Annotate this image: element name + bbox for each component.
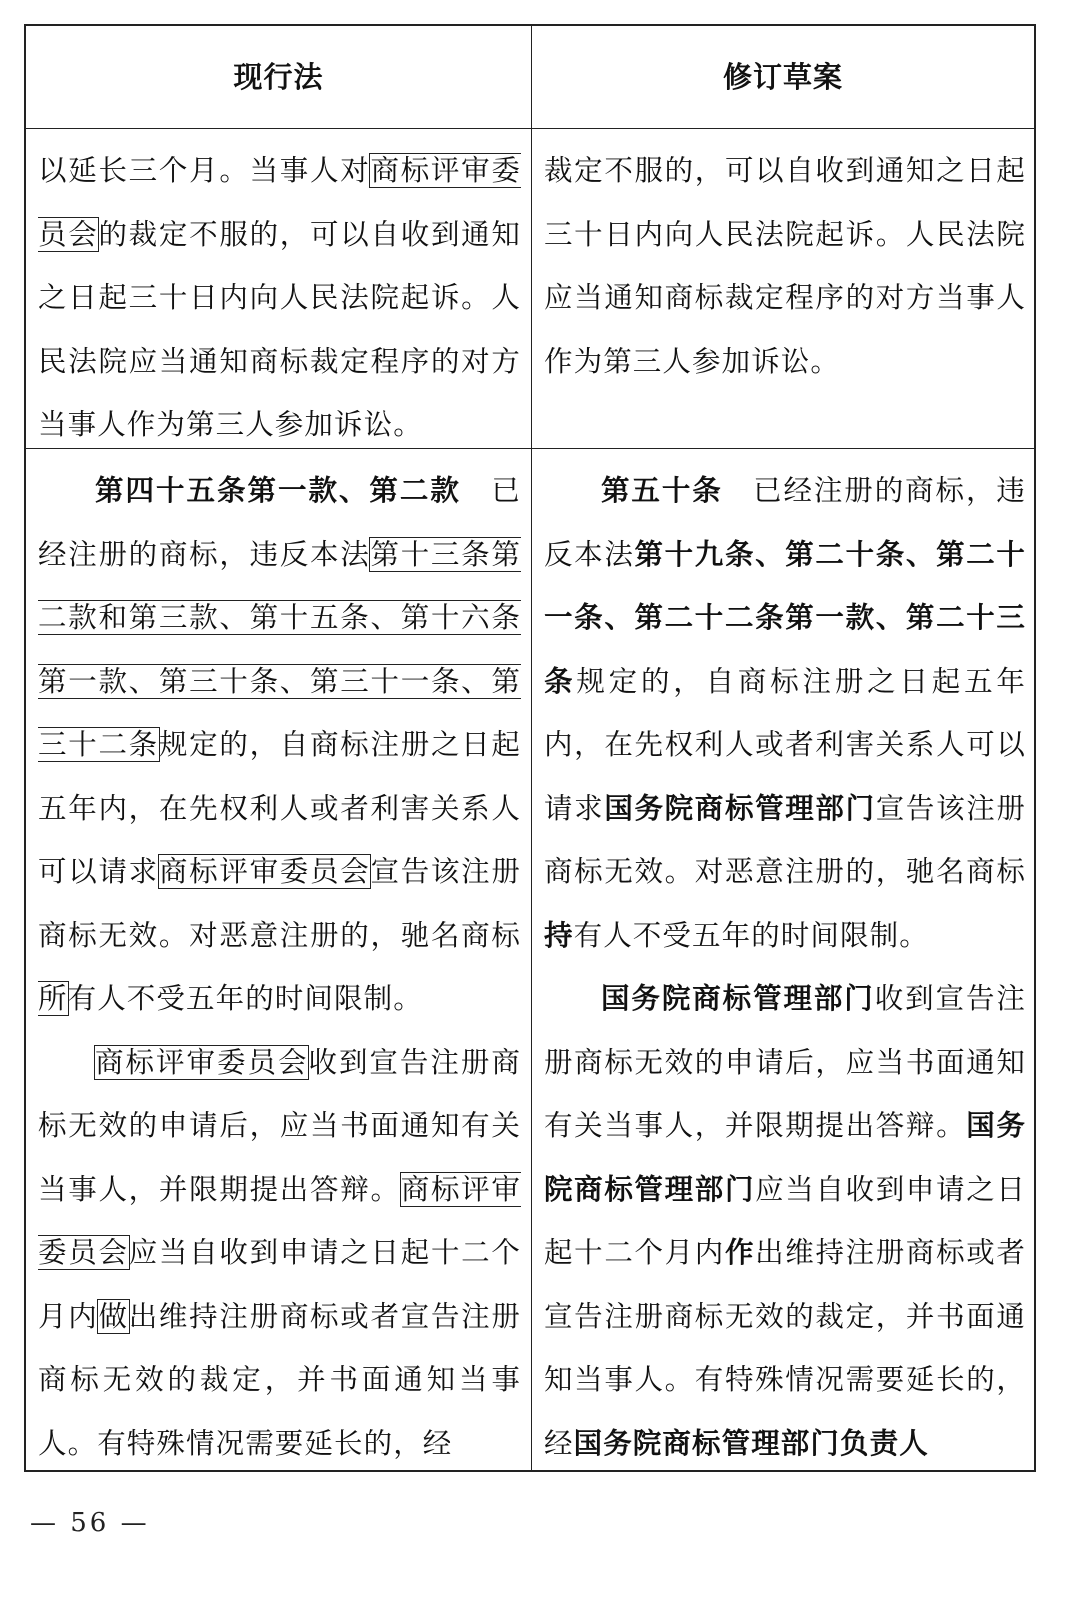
highlighted-text: 做: [98, 1299, 129, 1333]
row-divider: [26, 448, 1034, 449]
column-divider: [531, 26, 532, 1470]
revised-text: 第十九条、第二十条、第二十一条、第二十二条第一款、第二十三条: [544, 537, 1026, 698]
article-heading: 第四十五条第一款、第二款: [95, 474, 461, 507]
article-50-second-paragraph: 国务院商标管理部门收到宣告注册商标无效的申请后，应当书面通知有关当事人，并限期提出答辩。国务院商标管理部门应当自收到申请之日起十二个月内作出维持注册商标或者宣告注册商标无效的裁定，并书面通知当事人。有特殊情况需要延长的，经国务院商标管理部门负责人: [544, 982, 1026, 1460]
header-revised-draft: 修订草案: [722, 60, 843, 94]
row1-revised-draft-text: 裁定不服的，可以自收到通知之日起三十日内向人民法院起诉。人民法院应当通知商标裁定程序的对方当事人作为第三人参加诉讼。: [544, 154, 1026, 378]
highlighted-text: 商标评审委员会: [95, 1045, 309, 1079]
row1-current-law-text: 以延长三个月。当事人对商标评审委员会的裁定不服的，可以自收到通知之日起三十日内向人民法院起诉。人民法院应当通知商标裁定程序的对方当事人作为第三人参加诉讼。: [38, 154, 521, 441]
comparison-table: [24, 24, 1036, 1472]
highlighted-text: 商标评审委员会: [38, 1172, 521, 1269]
article-45-second-paragraph: 商标评审委员会收到宣告注册商标无效的申请后，应当书面通知有关当事人，并限期提出答辩。商标评审委员会应当自收到申请之日起十二个月内做出维持注册商标或者宣告注册商标无效的裁定，并书面通知当事人。有特殊情况需要延长的，经: [38, 1045, 521, 1460]
revised-text: 作: [724, 1236, 756, 1269]
header-divider: [26, 128, 1034, 129]
revised-text: 国务院商标管理部门: [601, 982, 875, 1015]
revised-text: 持: [544, 918, 574, 952]
revised-text: 国务院商标管理部门负责人: [573, 1426, 929, 1460]
article-heading: 第五十条: [601, 474, 723, 507]
highlighted-text: 商标评审委员会: [38, 154, 521, 251]
revised-text: 国务院商标管理部门: [544, 1109, 1026, 1206]
revised-text: 国务院商标管理部门: [604, 791, 876, 825]
header-current-law: 现行法: [233, 60, 324, 94]
row2-current-law-cell: [38, 459, 521, 1469]
row2-revised-draft-cell: [544, 459, 1026, 1469]
page-number: — 56 —: [30, 1508, 150, 1538]
article-45-paragraph: 第四十五条第一款、第二款 已经注册的商标，违反本法第十三条第二款和第三款、第十五条、第十六条第一款、第三十条、第三十一条、第三十二条规定的，自商标注册之日起五年内，在先权利人或者利害关系人可以请求商标评审委员会宣告该注册商标无效。对恶意注册的，驰名商标所有人不受五年的时间限制。: [38, 474, 521, 1015]
row1-revised-draft-cell: [544, 139, 1026, 447]
highlighted-text: 所: [38, 982, 68, 1015]
article-50-paragraph: 第五十条 已经注册的商标，违反本法第十九条、第二十条、第二十一条、第二十二条第一款、第二十三条规定的，自商标注册之日起五年内，在先权利人或者利害关系人可以请求国务院商标管理部门宣告该注册商标无效。对恶意注册的，驰名商标持有人不受五年的时间限制。: [544, 474, 1026, 952]
highlighted-text: 第十三条第二款和第三款、第十五条、第十六条第一款、第三十条、第三十一条、第三十二条: [38, 537, 521, 761]
row1-current-law-cell: [38, 139, 521, 447]
highlighted-text: 商标评审委员会: [158, 855, 371, 888]
